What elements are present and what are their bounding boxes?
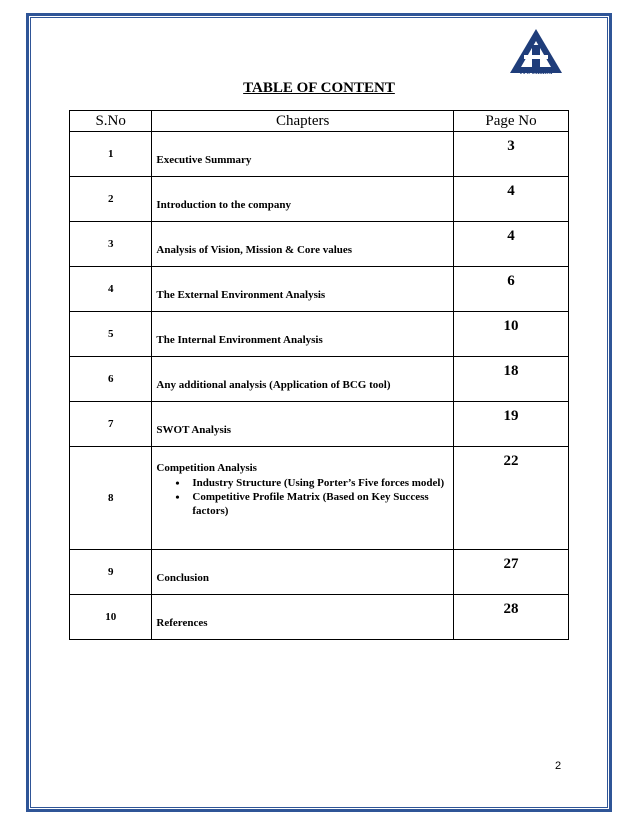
row-chapter: Executive Summary [152,132,454,177]
table-row [70,132,569,177]
table-row [70,177,569,222]
row-sno: 9 [70,550,152,595]
table-row [70,267,569,312]
table-row [70,402,569,447]
row-sno: 4 [70,267,152,312]
table-row [70,312,569,357]
row-sno: 1 [70,132,152,177]
row-sno: 10 [70,595,152,640]
row-page: 27 [453,550,568,595]
table-row [70,447,569,550]
table-row [70,595,569,640]
row-sno: 2 [70,177,152,222]
header-page-no: Page No [453,111,568,132]
subtopic-item: • Competitive Profile Matrix (Based on Key Success factors) [192,490,453,518]
row-chapter: Any additional analysis (Application of BCG tool) [152,357,454,402]
row-page: 3 [453,132,568,177]
row-chapter [152,447,454,550]
table-row [70,222,569,267]
toc-table [69,110,569,640]
row-page: 4 [453,177,568,222]
row-page: 19 [453,402,568,447]
row-page: 10 [453,312,568,357]
row-sno: 6 [70,357,152,402]
row-page: 6 [453,267,568,312]
row-page: 4 [453,222,568,267]
row-chapter: References [152,595,454,640]
row-chapter-title: Competition Analysis [156,462,257,474]
header-sno: S.No [70,111,152,132]
row-chapter: The External Environment Analysis [152,267,454,312]
subtopic-item: • Industry Structure (Using Porter’s Five forces model) [192,476,453,490]
row-page: 18 [453,357,568,402]
page-title: TABLE OF CONTENT [243,80,395,96]
row-sno: 5 [70,312,152,357]
row-sno: 7 [70,402,152,447]
table-row [70,550,569,595]
row-page: 22 [453,447,568,550]
table-header-row [70,111,569,132]
header-chapters: Chapters [152,111,454,132]
row-sno: 3 [70,222,152,267]
row-chapter: SWOT Analysis [152,402,454,447]
row-chapter: Analysis of Vision, Mission & Core values [152,222,454,267]
logo-caption: ITC Limited [519,70,553,76]
row-chapter: Introduction to the company [152,177,454,222]
row-sno: 8 [70,447,152,550]
row-page: 28 [453,595,568,640]
row-chapter: The Internal Environment Analysis [152,312,454,357]
chapter-subtopics [156,476,453,518]
page-number: 2 [555,760,562,772]
table-row [70,357,569,402]
row-chapter: Conclusion [152,550,454,595]
